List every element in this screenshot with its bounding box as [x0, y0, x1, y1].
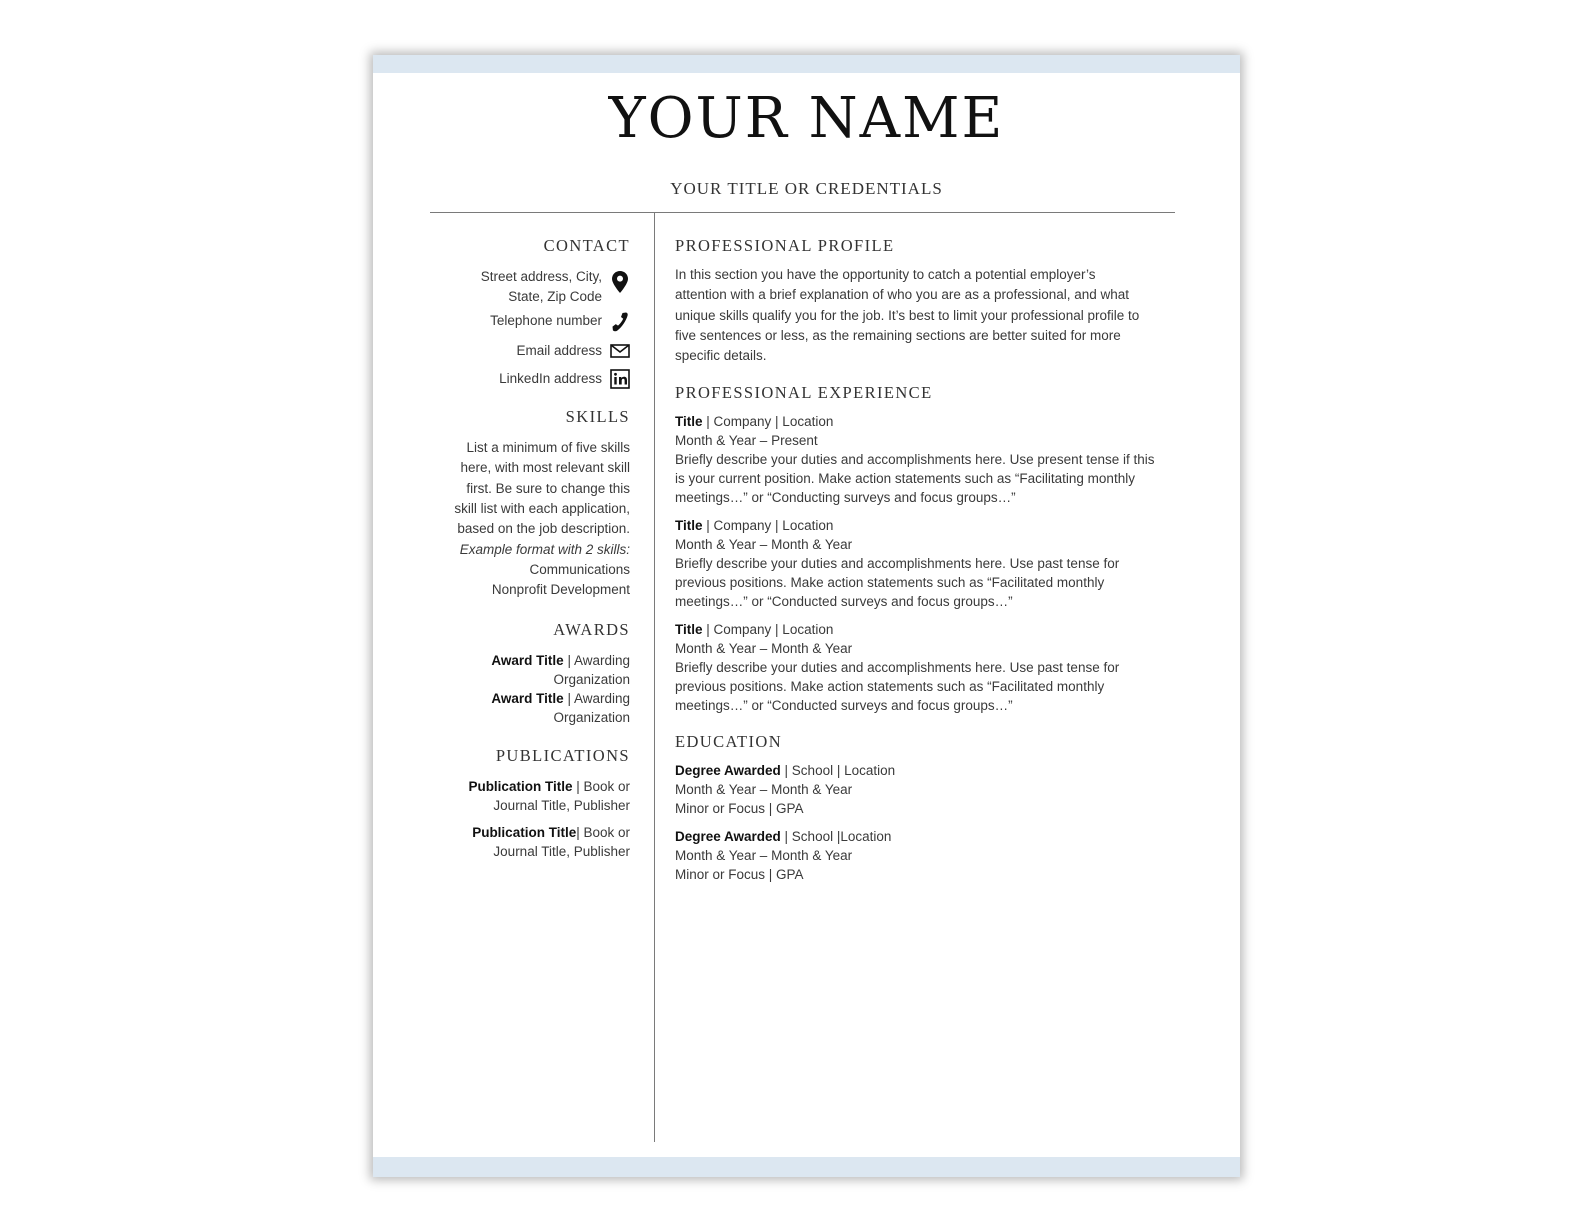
publication-book: | Book or — [572, 778, 630, 794]
profile-line: five sentences or less, as the remaining sections are better suited for more — [675, 327, 1121, 343]
award-title: Award Title — [491, 690, 564, 706]
title-credentials: YOUR TITLE OR CREDENTIALS — [670, 179, 943, 198]
job-description-line: previous positions. Make action statements such as “Facilitated monthly — [675, 575, 1105, 591]
education-dates: Month & Year – Month & Year — [675, 848, 853, 864]
degree-awarded: Degree Awarded — [675, 829, 781, 845]
column-divider — [654, 212, 655, 1142]
left-column — [413, 235, 630, 861]
job-entry — [675, 412, 1180, 507]
education-minor-gpa: Minor or Focus | GPA — [675, 801, 804, 817]
education-entry — [675, 827, 1180, 884]
resume-page — [373, 55, 1240, 1177]
skills-line: here, with most relevant skill — [460, 460, 630, 476]
skills-line: based on the job description. — [457, 521, 630, 537]
job-dates: Month & Year – Month & Year — [675, 641, 853, 657]
contact-linkedin — [413, 369, 630, 389]
job-company-location: | Company | Location — [702, 622, 834, 638]
publication-title: Publication Title — [468, 778, 573, 794]
skills-line: first. Be sure to change this — [466, 480, 630, 496]
education-entry — [675, 761, 1180, 818]
profile-line: unique skills qualify you for the job. It’s best to limit your professional profile to — [675, 307, 1140, 323]
job-description-line: is your current position. Make action statements such as “Facilitating monthly — [675, 471, 1135, 487]
education-minor-gpa: Minor or Focus | GPA — [675, 867, 804, 883]
school-location: | School | Location — [780, 763, 896, 779]
linkedin-text: LinkedIn address — [499, 370, 602, 386]
top-accent-band — [373, 55, 1240, 73]
profile-text — [675, 265, 1180, 366]
award-title: Award Title — [491, 652, 564, 668]
job-description-line: Briefly describe your duties and accomplishments here. Use present tense if this — [675, 452, 1155, 468]
publications-heading: PUBLICATIONS — [495, 745, 630, 765]
education-dates: Month & Year – Month & Year — [675, 782, 853, 798]
publication-item — [413, 823, 630, 861]
contact-email — [413, 341, 630, 361]
location-pin-icon — [610, 267, 630, 293]
address-line-1: Street address, City, — [480, 269, 602, 284]
job-description-line: meetings…” or “Conducting surveys and focus groups…” — [675, 490, 1016, 506]
job-dates: Month & Year – Present — [675, 433, 818, 449]
award-awarding: | Awarding — [563, 690, 630, 706]
job-entry — [675, 620, 1180, 715]
award-item — [413, 651, 630, 689]
profile-line: In this section you have the opportunity to catch a potential employer’s — [675, 267, 1096, 282]
envelope-icon — [610, 344, 630, 358]
award-organization: Organization — [553, 671, 630, 687]
publication-publisher: Journal Title, Publisher — [493, 797, 630, 813]
contact-heading: CONTACT — [543, 236, 630, 255]
skills-heading: SKILLS — [565, 407, 630, 427]
publication-item — [413, 777, 630, 815]
header-divider — [430, 212, 1175, 213]
education-heading: EDUCATION — [675, 732, 783, 752]
job-description-line: meetings…” or “Conducted surveys and focus groups…” — [675, 594, 1013, 610]
job-dates: Month & Year – Month & Year — [675, 537, 853, 553]
right-column — [675, 235, 1180, 893]
job-company-location: | Company | Location — [702, 518, 834, 534]
job-entry — [675, 516, 1180, 611]
skills-description — [413, 438, 630, 600]
profile-line: attention with a brief explanation of who you are as a professional, and what — [675, 287, 1130, 303]
award-awarding: | Awarding — [563, 652, 630, 668]
profile-heading: PROFESSIONAL PROFILE — [675, 236, 895, 255]
publication-title: Publication Title — [472, 824, 577, 840]
school-location: | School |Location — [780, 829, 892, 845]
address-line-2: State, Zip Code — [508, 289, 602, 305]
skill-item: Nonprofit Development — [491, 582, 630, 598]
publication-book: | Book or — [576, 824, 630, 840]
job-description-line: meetings…” or “Conducted surveys and focus groups…” — [675, 698, 1013, 714]
award-organization: Organization — [553, 709, 630, 725]
address-text — [481, 267, 602, 308]
profile-line: specific details. — [675, 348, 767, 364]
skills-line: List a minimum of five skills — [466, 440, 630, 456]
job-description-line: previous positions. Make action statements such as “Facilitated monthly — [675, 679, 1105, 695]
job-company-location: | Company | Location — [702, 414, 834, 430]
email-text: Email address — [516, 342, 602, 358]
awards-heading: AWARDS — [553, 619, 630, 639]
experience-heading: PROFESSIONAL EXPERIENCE — [675, 383, 933, 403]
job-title: Title — [675, 414, 703, 430]
linkedin-icon — [610, 369, 630, 389]
job-title: Title — [675, 622, 703, 638]
phone-icon — [610, 311, 630, 333]
skills-line: skill list with each application, — [454, 501, 630, 517]
award-item — [413, 689, 630, 727]
name-heading: YOUR NAME — [608, 86, 1005, 151]
telephone-text: Telephone number — [490, 313, 602, 329]
degree-awarded: Degree Awarded — [675, 763, 781, 779]
publication-publisher: Journal Title, Publisher — [493, 843, 630, 859]
skills-example-note: Example format with 2 skills: — [459, 541, 630, 557]
bottom-accent-band — [373, 1157, 1240, 1177]
contact-telephone — [413, 311, 630, 333]
contact-address — [413, 267, 630, 308]
job-description-line: Briefly describe your duties and accomplishments here. Use past tense for — [675, 660, 1120, 676]
job-title: Title — [675, 518, 703, 534]
job-description-line: Briefly describe your duties and accomplishments here. Use past tense for — [675, 556, 1120, 572]
skill-item: Communications — [529, 561, 630, 577]
